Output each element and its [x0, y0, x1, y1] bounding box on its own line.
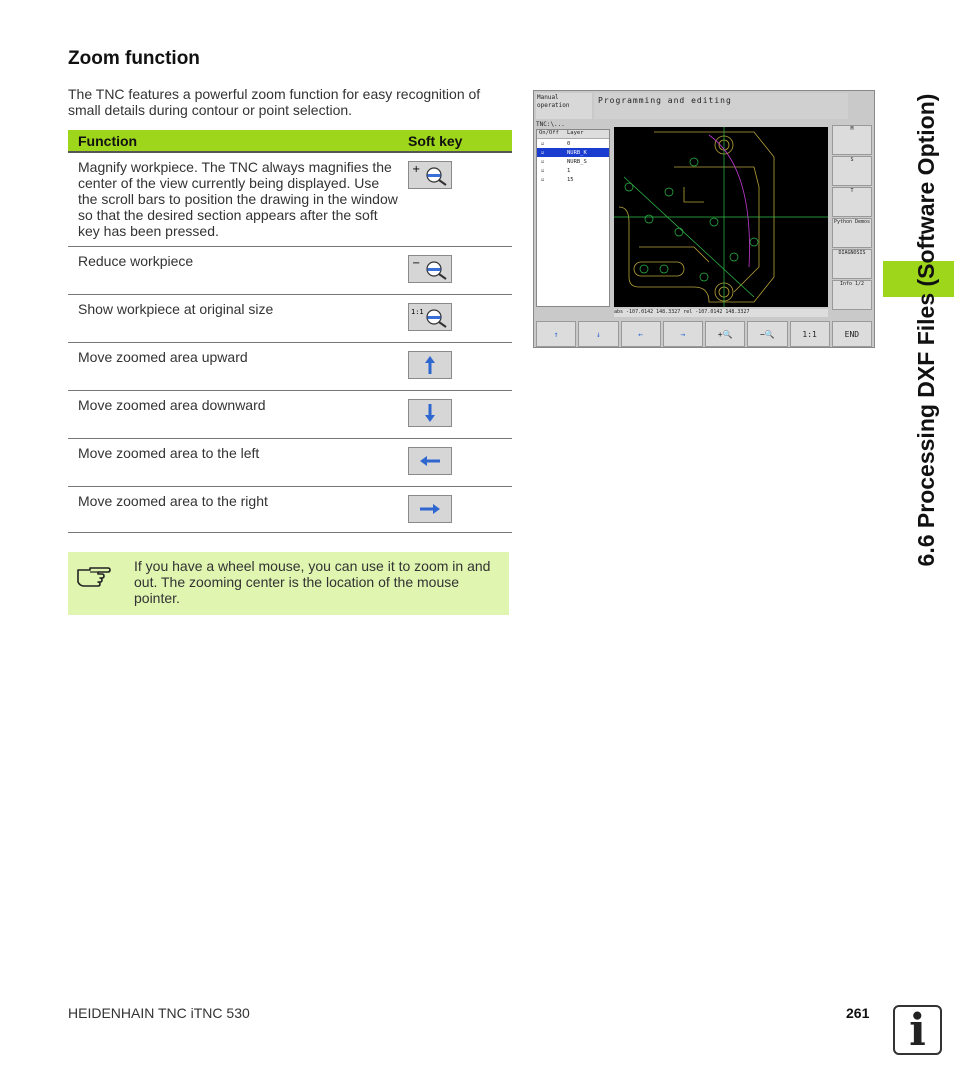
function-cell: Move zoomed area to the left — [68, 438, 408, 486]
bottom-arrow-up[interactable] — [536, 321, 576, 347]
dxf-drawing — [614, 127, 828, 307]
right-softkey-bar — [832, 125, 872, 309]
header-softkey: Soft key — [408, 130, 512, 152]
softkey-s[interactable]: S — [832, 156, 872, 186]
table-header-row — [68, 130, 512, 152]
note-box — [68, 552, 509, 615]
zoom-original-icon — [410, 305, 450, 329]
bottom-end-button[interactable]: END — [832, 321, 872, 347]
zoom-in-icon — [410, 163, 450, 187]
svg-text:1:1: 1:1 — [411, 307, 424, 316]
zoom-in-icon: +🔍 — [717, 329, 733, 339]
arrow-down-icon — [422, 402, 438, 424]
softkey-t[interactable]: T — [832, 187, 872, 217]
function-cell: Reduce workpiece — [68, 246, 408, 294]
file-path: TNC:\... — [536, 121, 565, 128]
bottom-arrow-left[interactable] — [621, 321, 661, 347]
layer-header-onoff: On/Off — [539, 130, 559, 136]
zoom-in-softkey[interactable] — [408, 161, 452, 189]
arrow-down-icon: ↓ — [595, 329, 601, 339]
table-row — [68, 294, 512, 342]
cad-drawing-view[interactable] — [614, 127, 828, 307]
svg-text:6.6 Processing DXF Files (Soft: 6.6 Processing DXF Files (Software Option) — [913, 93, 939, 567]
mode-label: Manual operation — [536, 93, 592, 119]
svg-text:−: − — [412, 257, 421, 269]
arrow-left-icon — [418, 455, 442, 467]
chapter-title-vertical — [886, 30, 946, 590]
coordinate-status: abs -107.0142 148.3327 rel -107.0142 148.3327 — [614, 309, 828, 317]
tnc-screenshot — [533, 90, 875, 348]
layer-row[interactable]: ☑ NURB_S — [541, 158, 587, 165]
arrow-up-softkey[interactable] — [408, 351, 452, 379]
arrow-left-softkey[interactable] — [408, 447, 452, 475]
bottom-softkey-bar — [536, 321, 872, 347]
function-cell: Move zoomed area upward — [68, 342, 408, 390]
softkey-diagnosis[interactable]: DIAGNOSIS — [832, 249, 872, 279]
footer-manual-name: HEIDENHAIN TNC iTNC 530 — [68, 1005, 250, 1021]
zoom-out-icon — [410, 257, 450, 281]
table-row — [68, 246, 512, 294]
arrow-down-softkey[interactable] — [408, 399, 452, 427]
layer-row[interactable]: ☑ NURB_K — [537, 148, 609, 157]
bottom-zoom-original[interactable] — [790, 321, 830, 347]
bottom-arrow-right[interactable] — [663, 321, 703, 347]
layer-row[interactable]: ☑ 15 — [541, 176, 574, 183]
function-cell: Magnify workpiece. The TNC always magnifies the center of the view currently being displayed. Use the scroll bars to position the drawing in the window so that the desired section appears after the soft key has been pressed. — [68, 152, 408, 246]
function-cell: Show workpiece at original size — [68, 294, 408, 342]
arrow-right-softkey[interactable] — [408, 495, 452, 523]
arrow-right-icon: → — [680, 329, 686, 339]
program-title: Programming and editing — [594, 93, 848, 119]
arrow-right-icon — [418, 503, 442, 515]
info-icon: i — [893, 1005, 942, 1055]
header-function: Function — [68, 130, 408, 152]
function-cell: Move zoomed area to the right — [68, 486, 408, 532]
function-table — [68, 130, 512, 533]
intro-paragraph: The TNC features a powerful zoom function for easy recognition of small details during contour or point selection. — [68, 86, 481, 118]
page-number: 261 — [846, 1005, 870, 1021]
table-row — [68, 486, 512, 532]
function-cell: Move zoomed area downward — [68, 390, 408, 438]
bottom-arrow-down[interactable] — [578, 321, 618, 347]
zoom-original-label: 1:1 — [802, 329, 817, 339]
layer-row[interactable]: ☑ 0 — [541, 140, 571, 147]
zoom-original-softkey[interactable] — [408, 303, 452, 331]
bottom-zoom-out[interactable] — [747, 321, 787, 347]
layer-header-layer: Layer — [567, 130, 584, 136]
table-row — [68, 438, 512, 486]
layer-row[interactable]: ☑ 1 — [541, 167, 571, 174]
softkey-python-demos[interactable]: Python Demos — [832, 218, 872, 248]
table-row — [68, 342, 512, 390]
arrow-left-icon: ← — [638, 329, 644, 339]
layer-panel — [536, 129, 610, 307]
arrow-up-icon — [422, 354, 438, 376]
bottom-zoom-in[interactable] — [705, 321, 745, 347]
zoom-out-icon: −🔍 — [759, 329, 775, 339]
softkey-info[interactable]: Info 1/2 — [832, 280, 872, 310]
softkey-m[interactable]: M — [832, 125, 872, 155]
table-row — [68, 152, 512, 246]
section-title: Zoom function — [68, 48, 200, 69]
arrow-up-icon: ↑ — [553, 329, 559, 339]
svg-text:+: + — [412, 164, 421, 175]
zoom-out-softkey[interactable] — [408, 255, 452, 283]
table-row — [68, 390, 512, 438]
note-text: If you have a wheel mouse, you can use it to zoom in and out. The zooming center is the location of the mouse pointer. — [134, 558, 491, 606]
pointing-hand-icon — [76, 560, 112, 590]
